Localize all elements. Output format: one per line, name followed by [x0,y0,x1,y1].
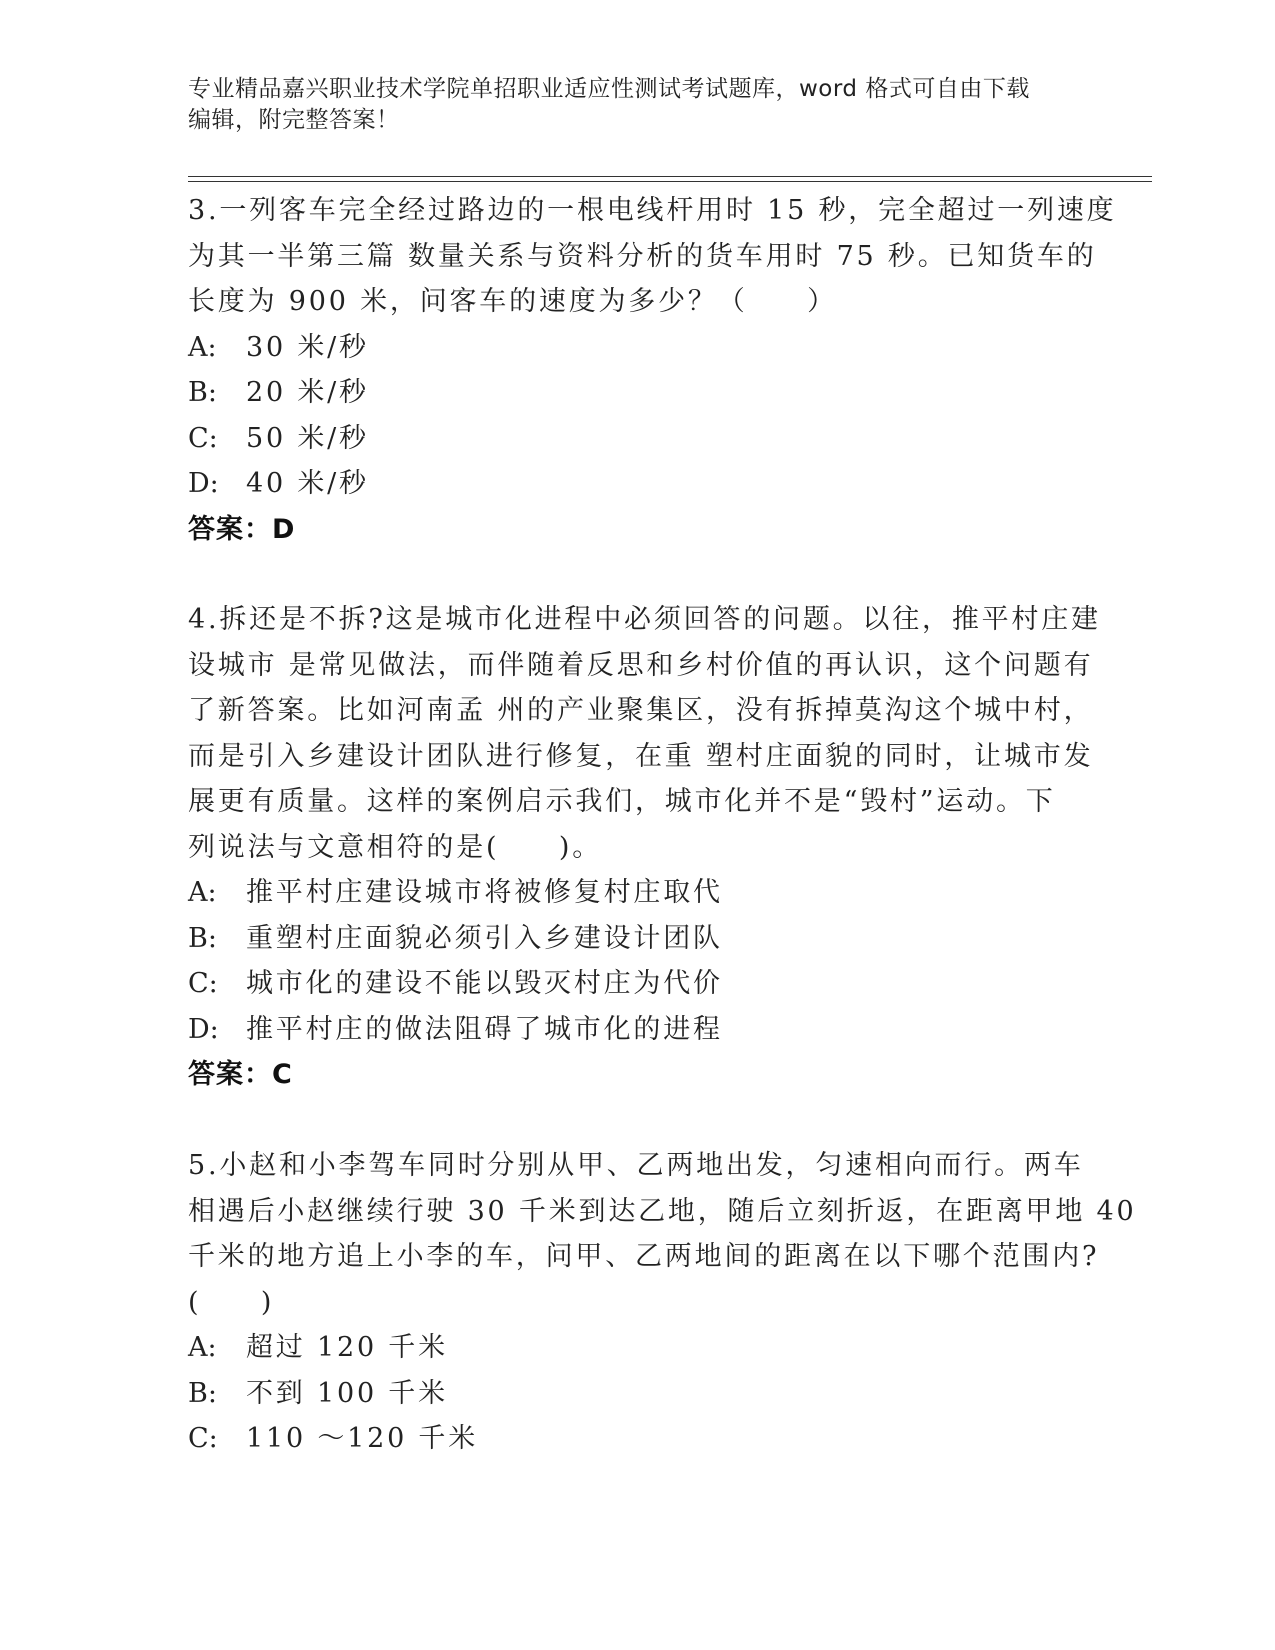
header-line-1: 专业精品嘉兴职业技术学院单招职业适应性测试考试题库，word 格式可自由下载 [188,76,1030,102]
option-key: B: [188,377,217,408]
option-c [188,961,1088,1007]
option-c [188,416,1088,462]
header-line-2: 编辑，附完整答案！ [188,107,400,133]
option-text: 40 米/秒 [246,468,369,499]
option-text: 不到 100 千米 [246,1377,448,1409]
question-text-line: 3.一列客车完全经过路边的一根电线杆用时 15 秒，完全超过一列速度 [188,195,1117,226]
header-divider-bottom [188,181,1152,182]
question-text-line: ( ) [188,1286,275,1318]
option-a [188,870,1088,916]
option-key: C: [188,422,218,454]
question-text-line: 为其一半第三篇 数量关系与资料分析的货车用时 75 秒。已知货车的 [188,240,1097,272]
option-text: 推平村庄的做法阻碍了城市化的进程 [246,1013,723,1045]
question-text-line: 设城市 是常见做法，而伴随着反思和乡村价值的再认识，这个问题有 [188,649,1094,681]
option-key: C: [188,968,218,999]
question-text-line: 相遇后小赵继续行驶 30 千米到达乙地，随后立刻折返，在距离甲地 40 [188,1195,1137,1227]
page-header [188,74,1068,136]
option-d [188,1007,1088,1053]
option-text: 推平村庄建设城市将被修复村庄取代 [246,877,723,908]
option-text: 重塑村庄面貌必须引入乡建设计团队 [246,922,723,954]
question-4 [188,597,1101,1097]
option-key: A: [188,877,217,908]
option-b [188,1371,1088,1417]
answer-label: 答案：D [188,513,296,545]
question-text-line: 长度为 900 米，问客车的速度为多少？（ ） [188,286,837,317]
option-a [188,325,1088,371]
question-text-line: 5.小赵和小李驾车同时分别从甲、乙两地出发，匀速相向而行。两车 [188,1150,1084,1181]
answer-label: 答案：C [188,1059,293,1090]
header-divider-top [188,176,1152,177]
question-text-line: 而是引入乡建设计团队进行修复，在重 塑村庄面貌的同时，让城市发 [188,740,1094,772]
option-d [188,461,1088,507]
option-c [188,1416,1088,1462]
option-key: D: [188,468,219,499]
option-text: 110 ～120 千米 [246,1423,479,1454]
option-key: A: [188,1332,217,1363]
option-key: A: [188,331,217,363]
question-text-line: 4.拆还是不拆?这是城市化进程中必须回答的问题。以往，推平村庄建 [188,604,1101,635]
option-key: D: [188,1013,219,1045]
question-text-line: 千米的地方追上小李的车，问甲、乙两地间的距离在以下哪个范围内? [188,1241,1100,1272]
option-key: C: [188,1423,218,1454]
question-text-line: 列说法与文意相符的是( )。 [188,831,603,863]
option-text: 超过 120 千米 [246,1332,448,1363]
option-text: 50 米/秒 [246,422,369,454]
option-b [188,370,1088,416]
option-text: 20 米/秒 [246,377,369,408]
option-text: 城市化的建设不能以毁灭村庄为代价 [246,968,723,999]
question-3 [188,188,1117,552]
question-5 [188,1143,1137,1462]
option-a [188,1325,1088,1371]
question-text-line: 了新答案。比如河南孟 州的产业聚集区，没有拆掉莫沟这个城中村， [188,695,1094,726]
option-b [188,916,1088,962]
option-key: B: [188,922,217,954]
option-key: B: [188,1377,217,1409]
question-text-line: 展更有质量。这样的案例启示我们，城市化并不是“毁村”运动。下 [188,786,1056,817]
option-text: 30 米/秒 [246,331,369,363]
